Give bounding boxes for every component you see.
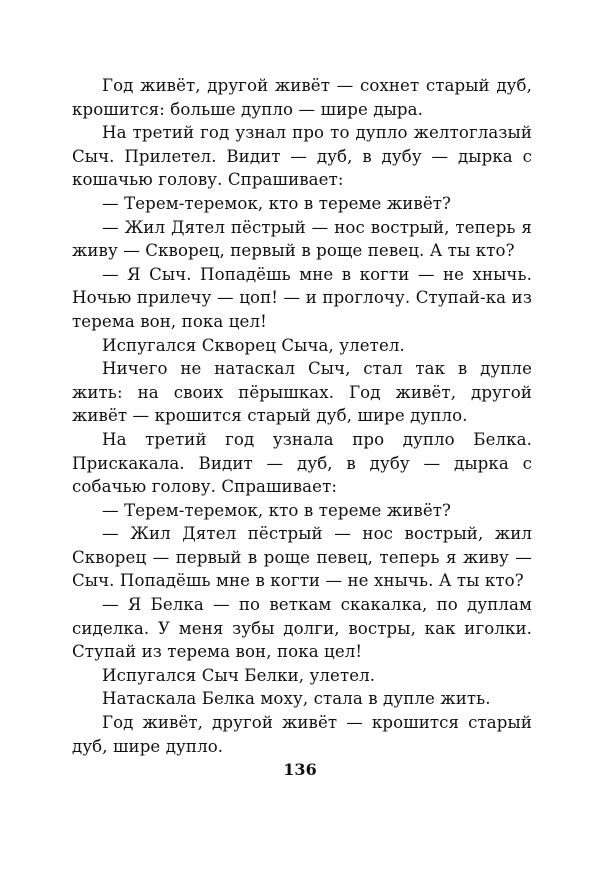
paragraph: Ничего не натаскал Сыч, стал так в дупле жить: на своих пёрышках. Год живёт, другой живёт — крошится старый дуб, шире дупло. xyxy=(72,359,532,426)
paragraph: — Я Белка — по веткам скакалка, по дуплам сиделка. У меня зубы долги, востры, как иголки. Ступай из терема вон, пока цел! xyxy=(72,595,532,662)
paragraph: — Жил Дятел пёстрый — нос вострый, теперь я живу — Скворец, первый в роще певец. А ты кто? xyxy=(72,217,532,261)
paragraph: — Жил Дятел пёстрый — нос вострый, жил Скворец — первый в роще певец, теперь я живу — Сыч. Попадёшь мне в когти — не хнычь. А ты кто? xyxy=(72,524,532,591)
paragraph: Натаскала Белка моху, стала в дупле жить. xyxy=(102,689,491,709)
page-number: 136 xyxy=(283,760,317,779)
paragraph: — Я Сыч. Попадёшь мне в когти — не хнычь. Ночью прилечу — цоп! — и проглочу. Ступай-ка из терема вон, пока цел! xyxy=(72,264,532,331)
paragraph: На третий год узнал про то дупло желтоглазый Сыч. Прилетел. Видит — дуб, в дубу — дырка с кошачью голову. Спрашивает: xyxy=(72,123,532,190)
paragraph: На третий год узнала про дупло Белка. Прискакала. Видит — дуб, в дубу — дырка с собачью голову. Спрашивает: xyxy=(72,429,532,497)
paragraph: Испугался Скворец Сыча, улетел. xyxy=(102,335,405,355)
paragraph: Испугался Сыч Белки, улетел. xyxy=(102,665,376,685)
page-body xyxy=(72,74,532,758)
paragraph: Год живёт, другой живёт — сохнет старый дуб, крошится: больше дупло — шире дыра. xyxy=(72,76,532,119)
paragraph: — Терем-теремок, кто в тереме живёт? xyxy=(102,500,452,520)
paragraph: — Терем-теремок, кто в тереме живёт? xyxy=(102,193,452,213)
paragraph: Год живёт, другой живёт — крошится старый дуб, шире дупло. xyxy=(72,713,532,756)
